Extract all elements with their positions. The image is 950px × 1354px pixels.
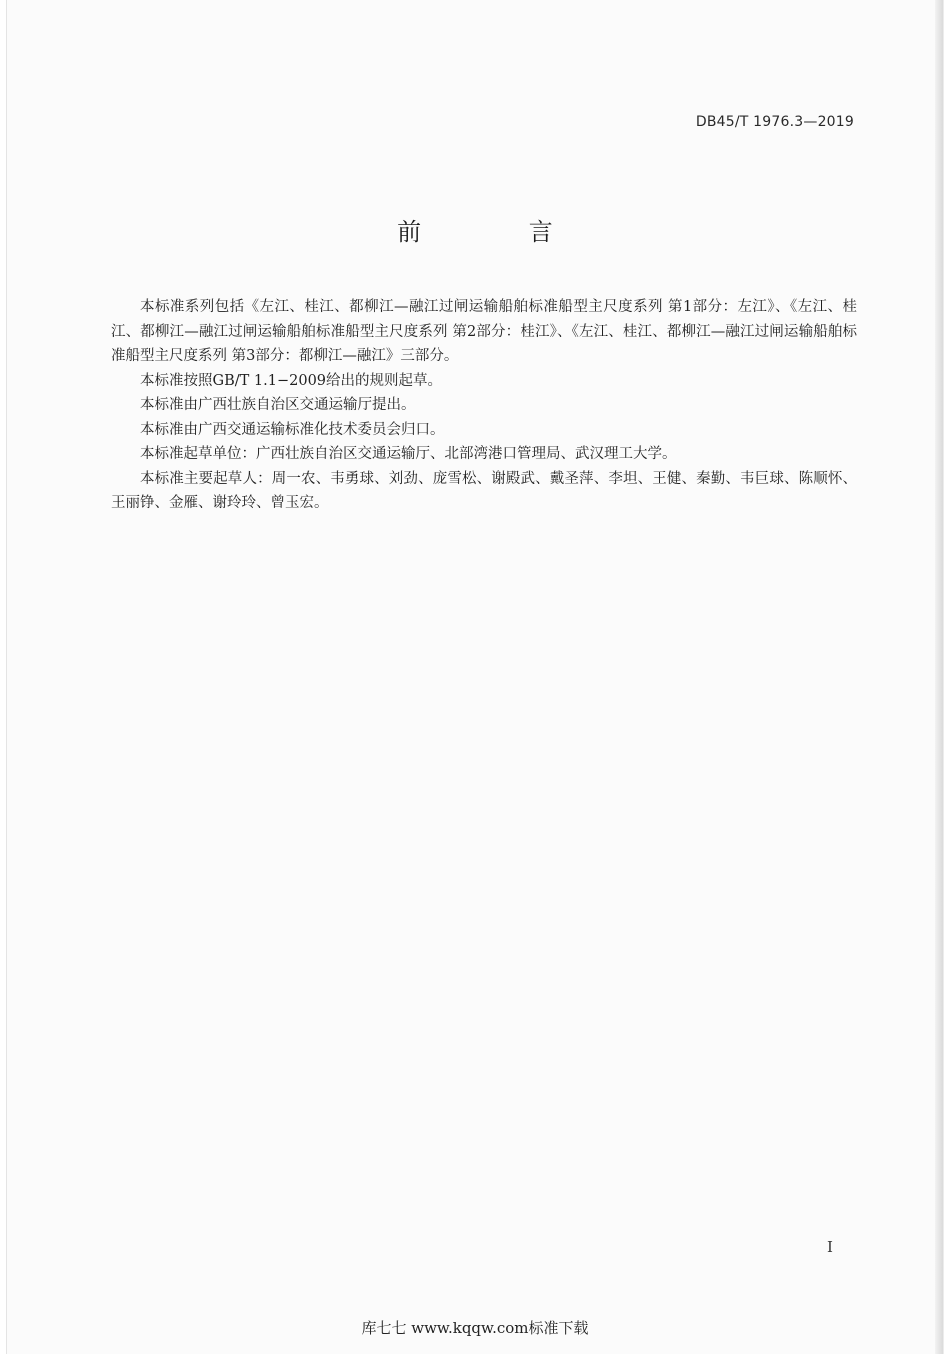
document-code: DB45/T 1976.3—2019 [695, 114, 854, 130]
footer-watermark: 库七七 www.kqqw.com标准下载 [361, 1319, 589, 1337]
page-number: I [827, 1238, 833, 1256]
paragraph-drafting-rules: 本标准按照GB/T 1.1−2009给出的规则起草。 [140, 372, 443, 389]
page-title: 前 言 [397, 218, 603, 246]
paragraph-series-scope: 本标准系列包括《左江、桂江、都柳江—融江过闸运输船舶标准船型主尺度系列 第1部分：左江》、《左江、桂江、都柳江—融江过闸运输船舶标准船型主尺度系列 第2部分：桂江》、《左江、桂江、都柳江—融江过闸运输船舶标准船型主尺度系列 第3部分：都柳江—融江》三部分。 [111, 299, 857, 364]
paragraph-drafting-units: 本标准起草单位：广西壮族自治区交通运输厅、北部湾港口管理局、武汉理工大学。 [140, 446, 677, 462]
page-edge [935, 0, 943, 1354]
paragraph-proposer: 本标准由广西壮族自治区交通运输厅提出。 [140, 397, 416, 413]
paragraph-drafters: 本标准主要起草人：周一农、韦勇球、刘劲、庞雪松、谢殿武、戴圣萍、李坦、王健、秦勤、韦巨球、陈顺怀、王丽铮、金雁、谢玲玲、曾玉宏。 [111, 470, 857, 511]
foreword-body [111, 295, 857, 516]
page-sheet [6, 0, 944, 1354]
paragraph-committee: 本标准由广西交通运输标准化技术委员会归口。 [140, 421, 445, 438]
